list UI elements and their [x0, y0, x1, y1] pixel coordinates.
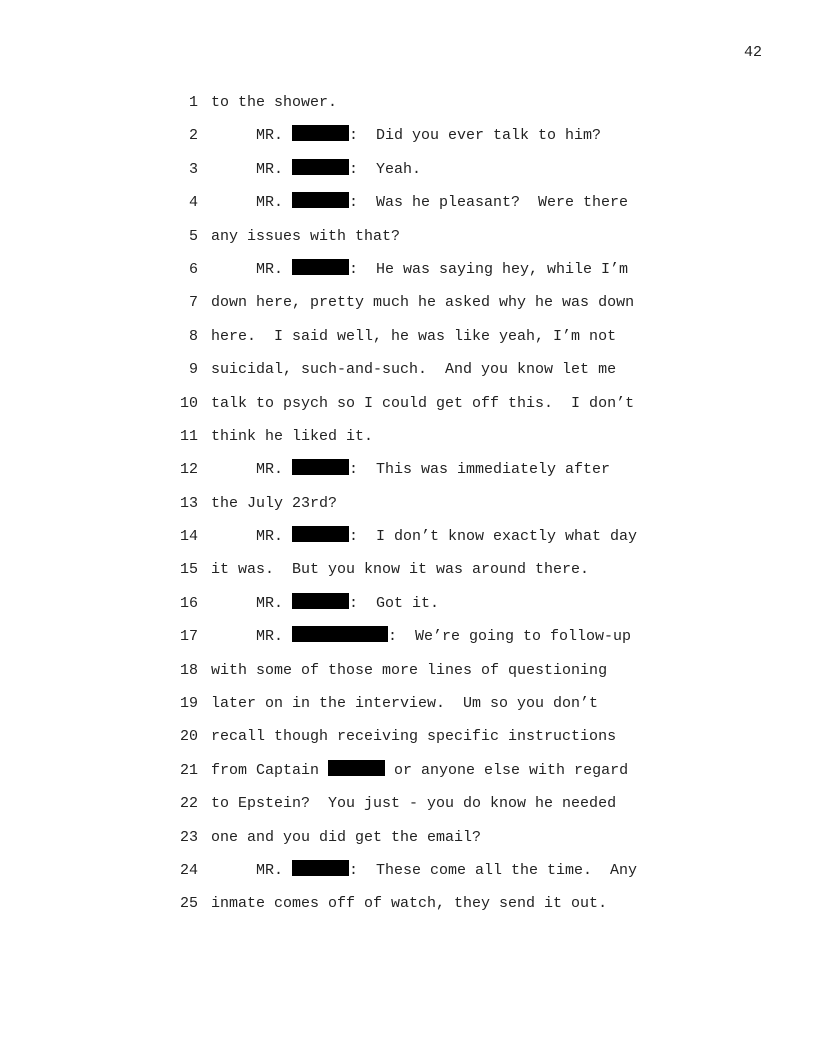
line-text	[211, 325, 616, 349]
redaction-box	[292, 860, 349, 876]
line-number: 17	[179, 628, 198, 646]
transcript-line	[170, 158, 730, 191]
transcript-line	[170, 692, 730, 725]
line-text	[211, 392, 634, 416]
line-number: 23	[179, 828, 198, 846]
line-text	[211, 892, 607, 916]
transcript-line	[170, 592, 730, 625]
transcript-line	[170, 258, 730, 291]
line-text-start: from Captain	[211, 761, 329, 779]
line-text	[211, 525, 637, 549]
transcript-line	[170, 291, 730, 324]
line-number: 2	[188, 127, 198, 145]
page-number: 42	[743, 44, 762, 61]
line-text-end: : These come all the time. Any	[349, 861, 638, 879]
line-number: 22	[179, 795, 198, 813]
transcript-line	[170, 492, 730, 525]
line-text-start: MR.	[211, 461, 293, 479]
line-text	[211, 826, 481, 850]
transcript-line	[170, 625, 730, 658]
line-number: 20	[179, 728, 198, 746]
transcript-line	[170, 725, 730, 758]
transcript-line	[170, 425, 730, 458]
transcript-body	[170, 91, 730, 926]
line-text-start: any issues with that?	[211, 227, 401, 245]
redaction-box	[292, 159, 349, 175]
redaction-box	[292, 259, 349, 275]
line-text	[211, 124, 601, 148]
line-text-end: : Did you ever talk to him?	[349, 127, 602, 145]
line-number: 5	[188, 227, 198, 245]
redaction-box	[292, 626, 388, 642]
line-text-start: MR.	[211, 628, 293, 646]
line-number: 25	[179, 895, 198, 913]
transcript-line	[170, 91, 730, 124]
line-text	[211, 225, 400, 249]
line-text	[211, 759, 628, 783]
transcript-line	[170, 325, 730, 358]
line-text	[211, 425, 373, 449]
line-text	[211, 659, 607, 683]
transcript-line	[170, 191, 730, 224]
line-number: 4	[188, 194, 198, 212]
line-text-start: MR.	[211, 127, 293, 145]
line-text-end: : This was immediately after	[349, 461, 611, 479]
line-text	[211, 625, 631, 649]
line-number: 9	[188, 361, 198, 379]
transcript-line	[170, 859, 730, 892]
line-text-start: with some of those more lines of questioning	[211, 661, 608, 679]
transcript-line	[170, 892, 730, 925]
line-number: 1	[188, 94, 198, 111]
line-text-end: : Yeah.	[349, 160, 422, 178]
line-text-start: talk to psych so I could get off this. I don’t	[211, 394, 635, 412]
line-text	[211, 558, 589, 582]
transcript-line	[170, 124, 730, 157]
transcript-line	[170, 659, 730, 692]
line-text-start: think he liked it.	[211, 427, 374, 445]
transcript-line	[170, 458, 730, 491]
line-number: 24	[179, 861, 198, 879]
line-text-start: down here, pretty much he asked why he was down	[211, 294, 635, 312]
line-text	[211, 291, 634, 315]
line-number: 11	[179, 427, 198, 445]
line-number: 19	[179, 695, 198, 713]
line-number: 18	[179, 661, 198, 679]
line-text-start: MR.	[211, 260, 293, 278]
line-text-start: MR.	[211, 160, 293, 178]
line-text	[211, 358, 616, 382]
line-number: 7	[188, 294, 198, 312]
transcript-line	[170, 525, 730, 558]
transcript-line	[170, 392, 730, 425]
transcript-line	[170, 358, 730, 391]
line-text-start: to Epstein? You just - you do know he needed	[211, 795, 617, 813]
line-text	[211, 792, 616, 816]
line-number: 13	[179, 494, 198, 512]
line-text-end: : I don’t know exactly what day	[349, 528, 638, 546]
transcript-line	[170, 792, 730, 825]
line-number: 8	[188, 327, 198, 345]
redaction-box	[292, 459, 349, 475]
line-text-start: MR.	[211, 594, 293, 612]
redaction-box	[292, 526, 349, 542]
line-number: 6	[188, 260, 198, 278]
line-text-start: it was. But you know it was around there.	[211, 561, 590, 579]
redaction-box	[292, 593, 349, 609]
line-text-start: MR.	[211, 194, 293, 212]
line-text-start: suicidal, such-and-such. And you know let me	[211, 361, 617, 379]
line-number: 10	[179, 394, 198, 412]
line-text	[211, 91, 337, 115]
line-number: 12	[179, 461, 198, 479]
line-text	[211, 725, 616, 749]
line-text	[211, 692, 598, 716]
redaction-box	[328, 760, 385, 776]
line-text	[211, 458, 610, 482]
line-number: 21	[179, 761, 198, 779]
line-number: 14	[179, 528, 198, 546]
transcript-line	[170, 826, 730, 859]
line-text-start: recall though receiving specific instructions	[211, 728, 617, 746]
line-text	[211, 492, 337, 516]
redaction-box	[292, 192, 349, 208]
line-text-start: the July 23rd?	[211, 494, 338, 512]
line-text-end: or anyone else with regard	[385, 761, 629, 779]
redaction-box	[292, 125, 349, 141]
line-text	[211, 859, 637, 883]
line-text	[211, 592, 439, 616]
transcript-line	[170, 225, 730, 258]
line-text-end: : He was saying hey, while I’m	[349, 260, 629, 278]
line-text	[211, 158, 421, 182]
line-text	[211, 258, 628, 282]
line-text-end: : We’re going to follow-up	[388, 628, 632, 646]
line-number: 16	[179, 594, 198, 612]
transcript-line	[170, 759, 730, 792]
line-text-start: inmate comes off of watch, they send it out.	[211, 895, 608, 913]
transcript-line	[170, 558, 730, 591]
line-text-end: : Was he pleasant? Were there	[349, 194, 629, 212]
line-text-start: here. I said well, he was like yeah, I’m not	[211, 327, 617, 345]
line-text-start: one and you did get the email?	[211, 828, 482, 846]
line-text-start: MR.	[211, 861, 293, 879]
line-number: 3	[188, 160, 198, 178]
line-text-start: MR.	[211, 528, 293, 546]
line-text-end: : Got it.	[349, 594, 440, 612]
line-number: 15	[179, 561, 198, 579]
line-text-start: later on in the interview. Um so you don’t	[211, 695, 599, 713]
line-text-start: to the shower.	[211, 94, 338, 111]
line-text	[211, 191, 628, 215]
